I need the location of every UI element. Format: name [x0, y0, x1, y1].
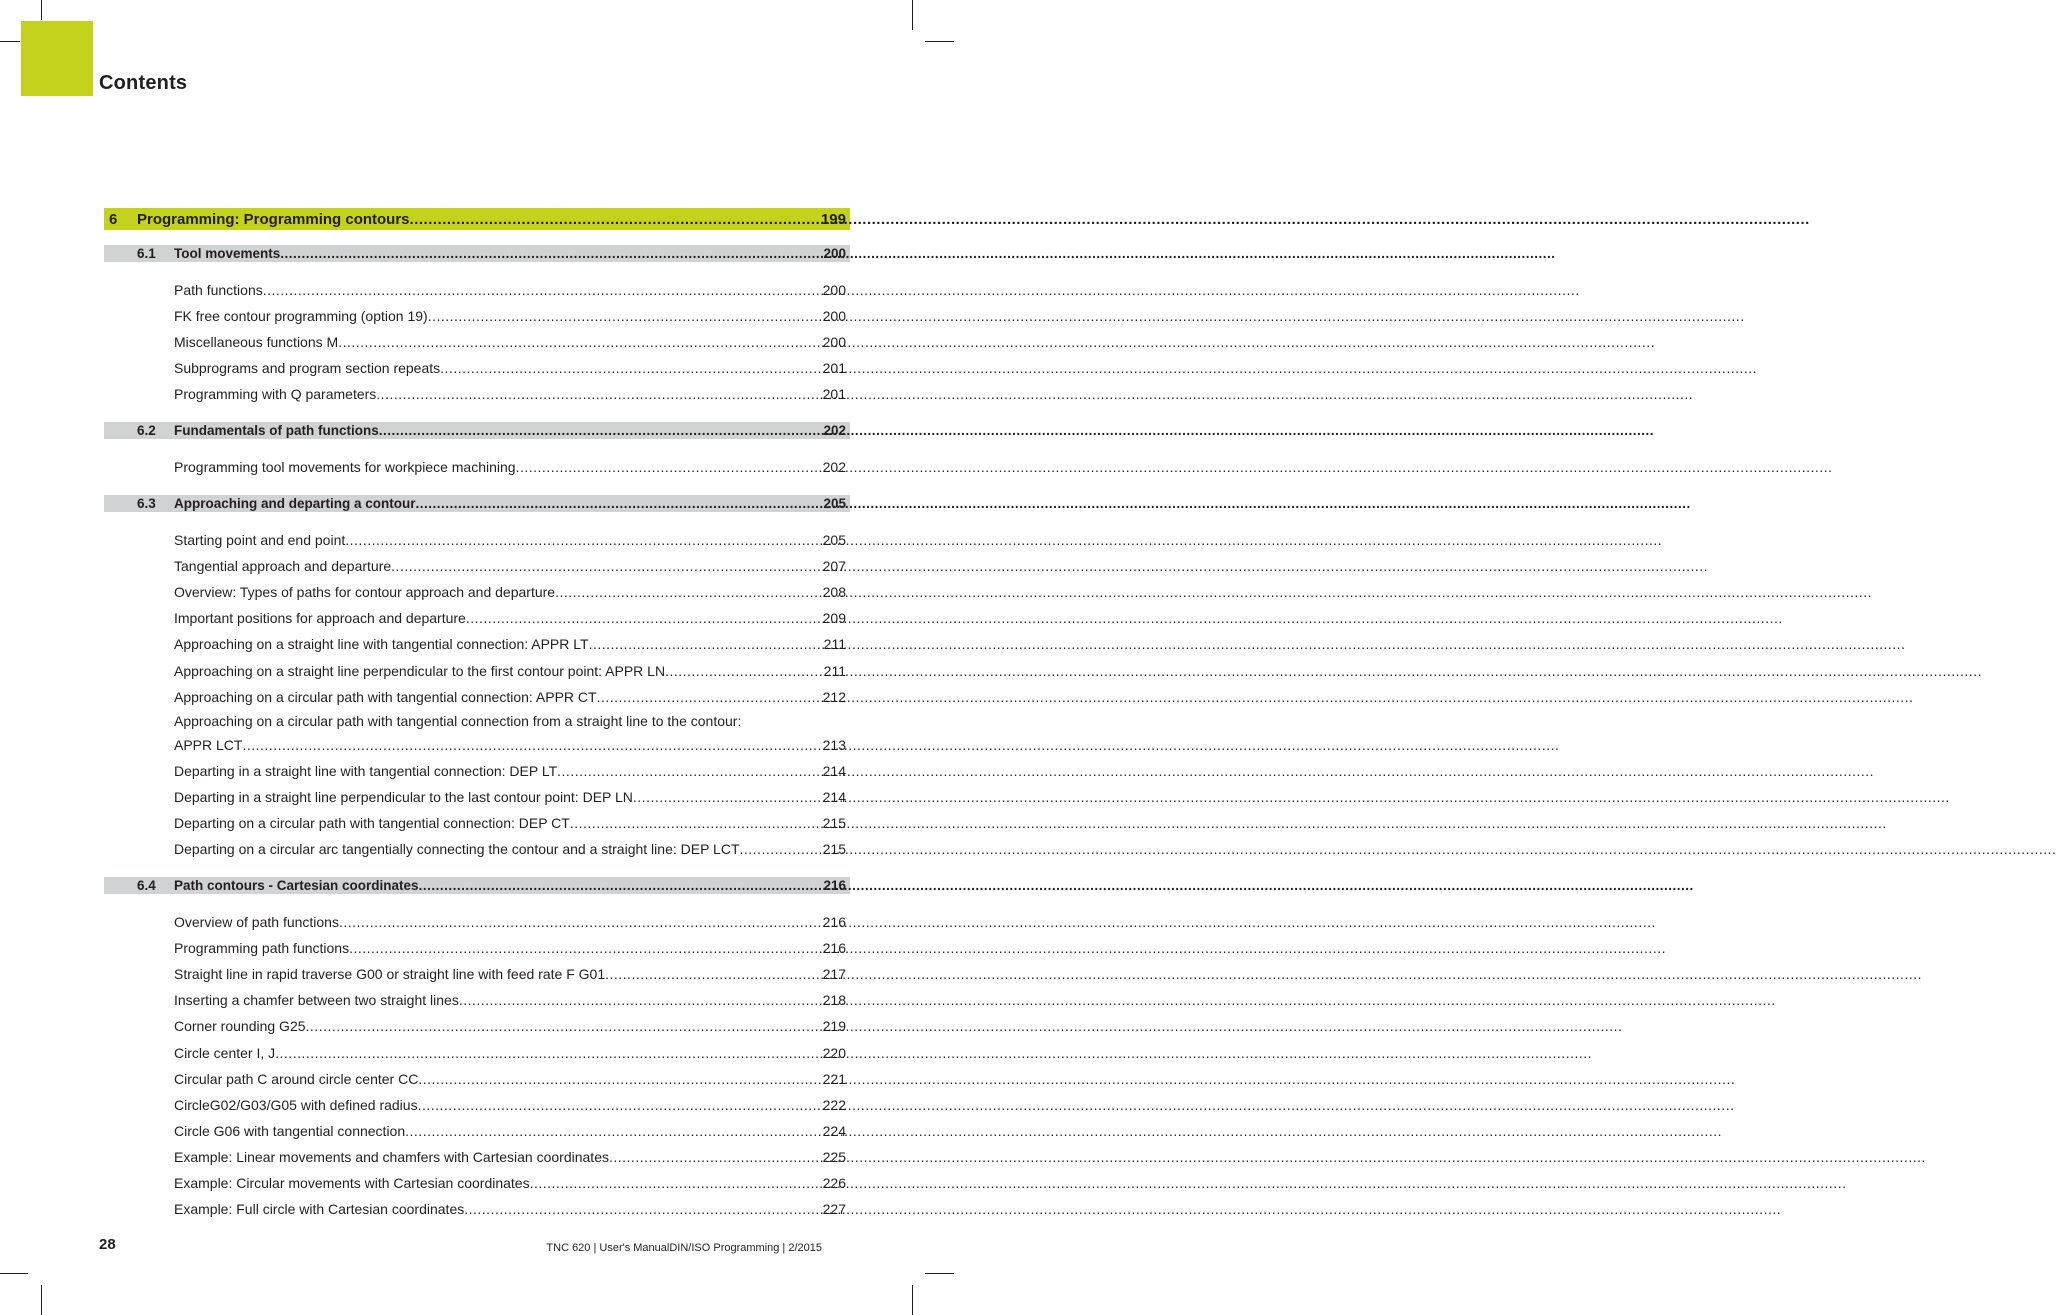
- section-page: 216: [823, 878, 846, 893]
- toc-entry[interactable]: [104, 661, 850, 681]
- toc-entry[interactable]: [104, 1016, 850, 1036]
- leader-dots: [376, 386, 822, 402]
- entry-title: Programming path functions: [174, 940, 350, 957]
- chapter-number: 6: [109, 210, 118, 228]
- crop-mark: [41, 1285, 42, 1315]
- entry-title: Starting point and end point: [174, 532, 346, 548]
- entry-title: FK free contour programming (option 19): [174, 308, 428, 325]
- entry-page: 208: [822, 584, 846, 601]
- section-number: 6.2: [137, 423, 156, 438]
- leader-dots: [555, 584, 823, 600]
- toc-entry[interactable]: [104, 1199, 850, 1219]
- leader-dots: [459, 992, 823, 1008]
- toc-entry[interactable]: [104, 457, 850, 477]
- toc-entry[interactable]: [104, 1121, 850, 1141]
- leader-dots: [597, 689, 823, 705]
- toc-entry[interactable]: [104, 280, 850, 300]
- entry-title: Overview of path functions: [174, 914, 339, 930]
- section-title: Approaching and departing a contour: [174, 496, 416, 511]
- entry-title: Important positions for approach and departure: [174, 610, 466, 627]
- section-number: 6.3: [137, 496, 156, 511]
- entry-page: 217: [822, 966, 846, 983]
- entry-title: Overview: Types of paths for contour approach and departure: [174, 584, 556, 601]
- entry-title: Example: Linear movements and chamfers with Cartesian coordinates: [174, 1148, 609, 1165]
- section-title: Fundamentals of path functions: [174, 423, 379, 438]
- entry-title: Approaching on a straight line perpendicular to the first contour point: APPR LN: [174, 662, 666, 679]
- leader-dots: [418, 1097, 823, 1113]
- toc-entry[interactable]: [104, 735, 850, 755]
- chapter-title: Programming: Programming contours: [137, 210, 410, 228]
- leader-dots: [464, 1201, 822, 1217]
- leader-dots: [338, 334, 822, 350]
- leader-dots: [419, 878, 824, 893]
- entry-title: Example: Full circle with Cartesian coordinates: [174, 1201, 465, 1218]
- entry-title: Path functions: [174, 282, 263, 298]
- entry-page: 226: [822, 1175, 846, 1191]
- leader-dots: [633, 789, 823, 805]
- entry-title: Example: Circular movements with Cartesian coordinates: [174, 1175, 530, 1191]
- leader-dots: [609, 1149, 823, 1165]
- entry-title: Circular path C around circle center CC: [174, 1070, 419, 1087]
- toc-entry[interactable]: [104, 384, 850, 404]
- leader-dots: [516, 459, 823, 475]
- leader-dots: [275, 1045, 823, 1061]
- toc-entry[interactable]: [104, 1043, 850, 1063]
- leader-dots: [379, 423, 824, 438]
- toc-entry[interactable]: [104, 608, 850, 628]
- toc-entry[interactable]: [104, 1173, 850, 1193]
- entry-title: Corner rounding G25: [174, 1018, 306, 1035]
- entry-title: Subprograms and program section repeats: [174, 360, 441, 377]
- leader-dots: [349, 940, 823, 956]
- entry-page: 200: [822, 308, 846, 325]
- entry-page: 200: [822, 282, 846, 298]
- leader-dots: [306, 1018, 823, 1034]
- entry-page: 224: [822, 1122, 846, 1139]
- entry-title: CircleG02/G03/G05 with defined radius: [174, 1096, 418, 1113]
- toc-entry[interactable]: [104, 1147, 850, 1167]
- entry-page: 212: [822, 688, 846, 705]
- chapter-page: 199: [820, 210, 846, 228]
- crop-mark: [41, 0, 42, 20]
- leader-dots: [391, 558, 822, 574]
- toc-entry[interactable]: [104, 813, 850, 833]
- entry-title: Straight line in rapid traverse G00 or straight line with feed rate F G01: [174, 966, 606, 983]
- leader-dots: [339, 914, 823, 930]
- leader-dots: [242, 737, 822, 753]
- leader-dots: [418, 1071, 822, 1087]
- toc-entry[interactable]: [104, 839, 850, 859]
- toc-entry[interactable]: [104, 556, 850, 576]
- crop-mark: [925, 41, 954, 42]
- entry-page: 214: [822, 788, 846, 805]
- section-title: Tool movements: [174, 246, 281, 261]
- section-row[interactable]: [104, 877, 850, 894]
- entry-page: 211: [823, 662, 846, 679]
- section-number: 6.4: [137, 878, 156, 893]
- entry-page: 205: [822, 532, 846, 548]
- leader-dots: [557, 763, 822, 779]
- entry-title-line: Approaching on a circular path with tangential connection from a straight line to the contour:: [174, 712, 742, 729]
- leader-dots: [263, 282, 823, 298]
- leader-dots: [280, 246, 823, 261]
- toc-entry[interactable]: [104, 582, 850, 602]
- entry-page: 200: [822, 334, 846, 351]
- toc-entry[interactable]: [104, 964, 850, 984]
- entry-page: 201: [822, 360, 846, 377]
- leader-dots: [740, 841, 823, 857]
- entry-page: 213: [822, 736, 846, 753]
- crop-mark: [912, 1285, 913, 1315]
- leader-dots: [345, 532, 822, 548]
- entry-page: 221: [822, 1070, 846, 1087]
- entry-title: Departing on a circular arc tangentially connecting the contour and a straight line: DEP LCT: [174, 841, 740, 858]
- toc-entry[interactable]: [104, 787, 850, 807]
- crop-mark: [0, 41, 20, 42]
- entry-page: 216: [822, 914, 846, 930]
- toc-entry[interactable]: [104, 634, 850, 654]
- leader-dots: [440, 360, 822, 376]
- entry-page: 227: [822, 1201, 846, 1218]
- entry-page: 220: [822, 1044, 846, 1061]
- toc-entry[interactable]: [104, 530, 850, 550]
- entry-page: 219: [822, 1018, 846, 1035]
- page-number: 28: [99, 1236, 116, 1253]
- section-page: 205: [823, 496, 846, 511]
- entry-title: Tangential approach and departure: [174, 558, 392, 575]
- page-title: Contents: [99, 72, 188, 94]
- entry-page: 214: [822, 762, 846, 779]
- entry-page: 201: [822, 386, 846, 403]
- entry-page: 207: [822, 558, 846, 575]
- leader-dots: [466, 610, 823, 626]
- entry-page: 215: [822, 841, 846, 858]
- section-title: Path contours - Cartesian coordinates: [174, 878, 419, 893]
- toc-entry[interactable]: [104, 761, 850, 781]
- entry-title: APPR LCT: [174, 736, 243, 753]
- entry-page: 215: [822, 815, 846, 831]
- section-row[interactable]: [104, 245, 850, 262]
- entry-title: Departing in a straight line perpendicular to the last contour point: DEP LN: [174, 788, 633, 805]
- entry-title: Programming with Q parameters: [174, 386, 377, 403]
- toc-entry[interactable]: [104, 1095, 850, 1115]
- entry-title: Circle center I, J: [174, 1044, 276, 1061]
- leader-dots: [405, 1123, 823, 1139]
- entry-title: Programming tool movements for workpiece machining: [174, 459, 516, 475]
- leader-dots: [410, 211, 821, 228]
- leader-dots: [416, 496, 824, 511]
- chapter-row[interactable]: [104, 208, 850, 230]
- entry-page: 209: [822, 610, 846, 627]
- footer-text: TNC 620 | User's ManualDIN/ISO Programming | 2/2015: [546, 1242, 822, 1254]
- entry-page: 202: [822, 459, 846, 475]
- toc-entry[interactable]: [104, 938, 850, 958]
- crop-mark: [912, 0, 913, 30]
- toc-entry[interactable]: [104, 912, 850, 932]
- leader-dots: [530, 1175, 823, 1191]
- entry-title: Approaching on a straight line with tangential connection: APPR LT: [174, 636, 589, 653]
- entry-title: Miscellaneous functions M: [174, 334, 339, 351]
- entry-page: 218: [822, 992, 846, 1009]
- toc-entry[interactable]: [104, 990, 850, 1010]
- entry-title: Inserting a chamfer between two straight lines: [174, 992, 459, 1009]
- entry-title: Departing in a straight line with tangential connection: DEP LT: [174, 762, 558, 779]
- entry-title: Departing on a circular path with tangential connection: DEP CT: [174, 815, 570, 831]
- section-row[interactable]: [104, 422, 850, 439]
- chapter-color-tab: [21, 21, 93, 96]
- section-row[interactable]: [104, 495, 850, 512]
- crop-mark: [0, 1273, 28, 1274]
- leader-dots: [665, 663, 824, 679]
- toc-entry[interactable]: [104, 1069, 850, 1089]
- toc-entry[interactable]: [104, 332, 850, 352]
- entry-page: 225: [822, 1148, 846, 1165]
- entry-page: 216: [822, 940, 846, 957]
- crop-mark: [925, 1273, 954, 1274]
- leader-dots: [570, 815, 823, 831]
- leader-dots: [428, 308, 823, 324]
- entry-title: Approaching on a circular path with tangential connection: APPR CT: [174, 688, 597, 705]
- toc-entry[interactable]: [104, 358, 850, 378]
- leader-dots: [605, 966, 823, 982]
- section-page: 202: [823, 423, 846, 438]
- section-number: 6.1: [137, 246, 156, 261]
- entry-title: Circle G06 with tangential connection: [174, 1122, 406, 1139]
- entry-page: 211: [823, 636, 846, 653]
- leader-dots: [589, 636, 824, 652]
- toc-entry[interactable]: [104, 687, 850, 707]
- toc-entry[interactable]: [104, 306, 850, 326]
- section-page: 200: [823, 246, 846, 261]
- entry-page: 222: [822, 1096, 846, 1113]
